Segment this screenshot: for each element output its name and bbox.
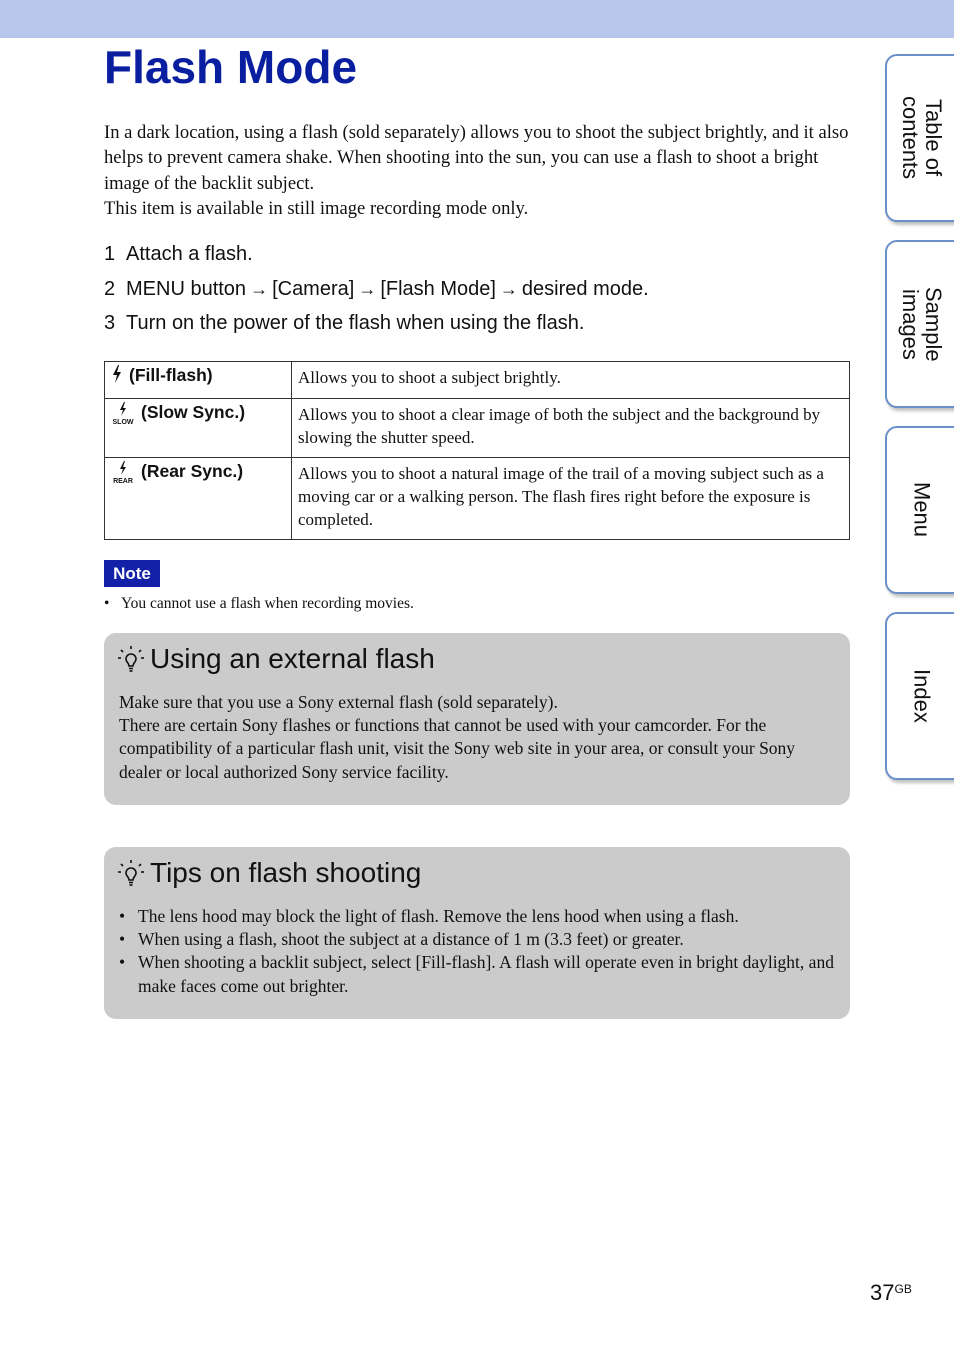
bullet: • [104,595,110,612]
lightbulb-icon [118,859,144,898]
note-text: You cannot use a flash when recording movies. [121,595,414,612]
rear-sync-flash-icon [111,460,135,490]
arrow-icon: → [358,278,377,299]
step-item [104,240,854,275]
step-text: Turn on the power of the flash when using the flash. [126,312,585,334]
mode-cell [105,399,292,458]
tab-label: Table of contents [898,96,946,180]
step-part: desired mode. [521,277,649,300]
lightbulb-icon [118,645,144,684]
tip-list [119,905,839,998]
mode-name: (Slow Sync.) [141,402,246,422]
icon-caption: SLOW [112,419,134,425]
icon-caption: REAR [113,478,133,484]
table-row [105,362,850,399]
mode-description: Allows you to shoot a clear image of both the subject and the background by slowing the shutter speed. [292,399,850,458]
step-number: 3 [104,312,116,334]
list-item: • When using a flash, shoot the subject at a distance of 1 m (3.3 feet) or greater. [119,928,839,951]
note-item [104,594,414,614]
flash-mode-table [104,361,850,540]
list-item: • When shooting a backlit subject, select [Fill-flash]. A flash will operate even in bright daylight, and make faces come out brighter. [119,951,839,997]
arrow-icon: → [250,278,269,299]
tab-label: Index [909,669,935,723]
slow-sync-flash-icon [111,401,135,431]
tab-table-of-contents[interactable] [885,54,954,222]
tip-body [119,691,839,784]
tab-index[interactable] [885,612,954,780]
arrow-icon: → [499,278,518,299]
table-row [105,399,850,458]
tab-label: Sample images [898,286,946,362]
page-number-value: 37 [870,1280,895,1305]
mode-cell [105,458,292,540]
tip-box-flash-shooting [104,847,850,1019]
note-badge: Note [104,560,160,587]
page-number [870,1280,912,1306]
tip-heading [118,641,435,684]
intro-paragraph: In a dark location, using a flash (sold separately) allows you to shoot the subject brightly, and it also helps to prevent camera shake. When shooting into the sun, you can use a flash to shoot a bright image of the backlit subject. [104,122,849,194]
page-number-suffix: GB [894,1282,912,1296]
table-row [105,458,850,540]
tip-paragraph: Make sure that you use a Sony external flash (sold separately). [119,692,558,712]
tab-label: Menu [909,482,935,538]
intro-text [104,120,856,221]
mode-description: Allows you to shoot a subject brightly. [292,362,850,399]
mode-cell [105,362,292,399]
tab-menu[interactable] [885,426,954,594]
tab-sample-images[interactable] [885,240,954,408]
intro-paragraph: This item is available in still image recording mode only. [104,197,529,219]
tip-heading-text: Tips on flash shooting [150,857,422,888]
steps-list [104,240,854,344]
page-title: Flash Mode [104,41,358,93]
fill-flash-icon [111,364,123,390]
step-number: 1 [104,243,116,265]
step-item [104,275,854,310]
top-banner [0,0,954,38]
tip-heading [118,855,421,898]
step-item [104,309,854,344]
mode-name: (Fill-flash) [129,365,213,385]
list-item: • The lens hood may block the light of flash. Remove the lens hood when using a flash. [119,905,839,928]
step-number: 2 [104,277,116,300]
step-part: [Camera] [272,277,355,300]
mode-description: Allows you to shoot a natural image of the trail of a moving subject such as a moving car or a walking person. The flash fires right before the exposure is completed. [292,458,850,540]
step-text: Attach a flash. [126,243,253,265]
tip-paragraph: There are certain Sony flashes or functions that cannot be used with your camcorder. For the compatibility of a particular flash unit, visit the Sony web site in your area, or consult your Sony dealer or local authorized Sony service facility. [119,715,796,782]
step-part: [Flash Mode] [380,277,496,300]
tip-heading-text: Using an external flash [150,643,435,674]
mode-name: (Rear Sync.) [141,461,244,481]
tip-box-external-flash [104,633,850,805]
step-part: MENU button [126,277,247,300]
